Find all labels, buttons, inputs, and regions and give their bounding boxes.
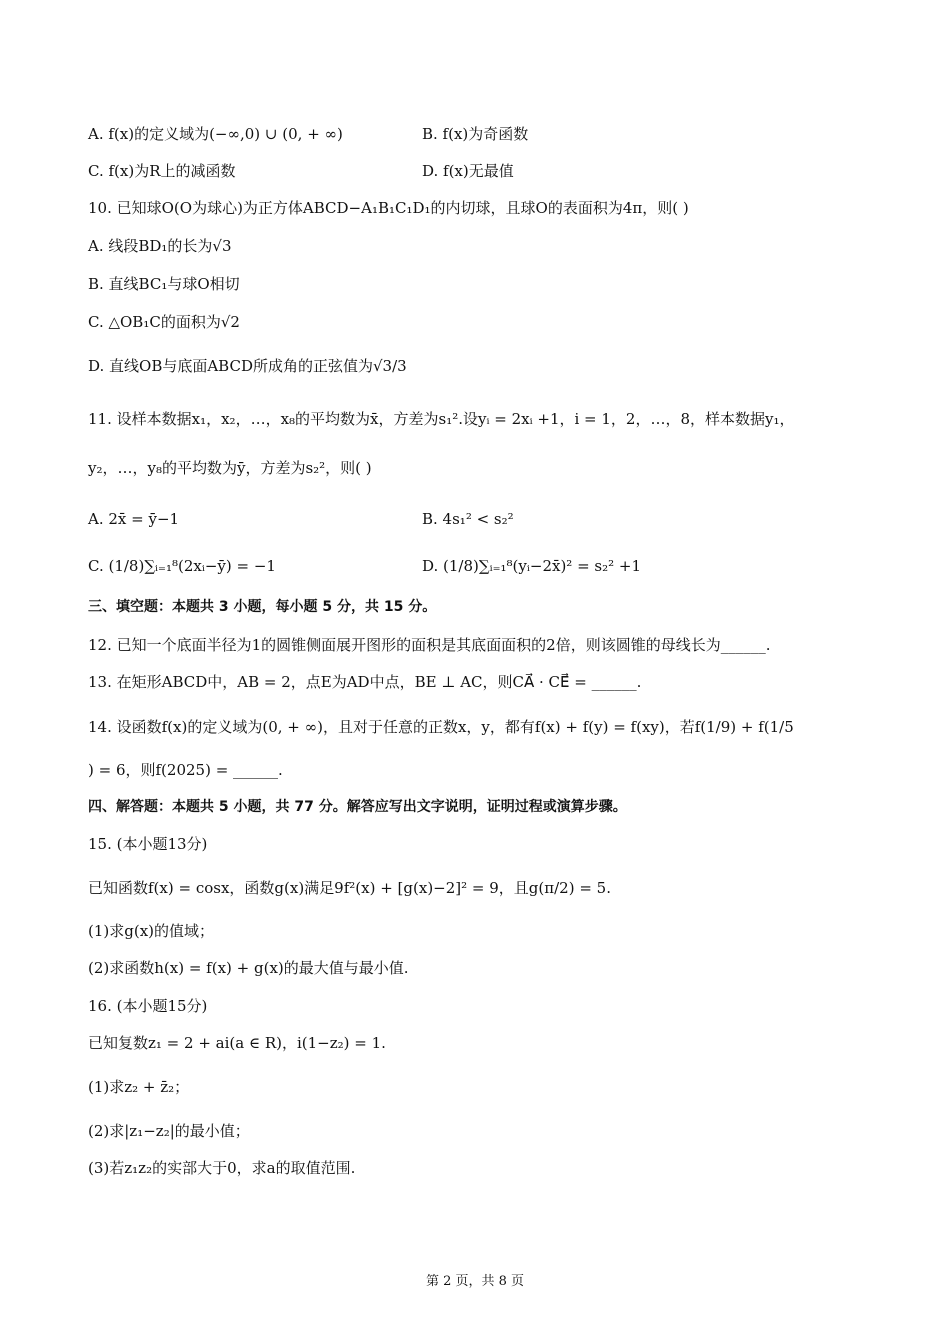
section-4-heading: 四、解答题：本题共 5 小题，共 77 分。解答应写出文字说明，证明过程或演算步骤。 <box>88 799 627 815</box>
question-15-part2: (2)求函数h(x) = f(x) + g(x)的最大值与最小值. <box>88 959 409 977</box>
option-b-q10: B. 直线BC₁与球O相切 <box>88 275 240 293</box>
option-b-q9: B. f(x)为奇函数 <box>422 125 529 143</box>
page-footer: 第 2 页，共 8 页 <box>425 1274 525 1289</box>
question-15-header: 15. (本小题13分) <box>88 835 208 853</box>
option-c-q10: C. △OB₁C的面积为√2 <box>88 313 240 331</box>
option-b-q11: B. 4s₁² < s₂² <box>422 510 514 528</box>
option-c-q11: C. (1/8)∑ᵢ₌₁⁸(2xᵢ−ȳ) = −1 <box>88 557 276 575</box>
question-12: 12. 已知一个底面半径为1的圆锥侧面展开图形的面积是其底面面积的2倍，则该圆锥的母线长为______. <box>88 636 771 654</box>
option-a-q11: A. 2x̄ = ȳ−1 <box>88 510 180 528</box>
question-14-line2: ) = 6，则f(2025) = ______. <box>88 761 283 779</box>
option-d-q11: D. (1/8)∑ᵢ₌₁⁸(yᵢ−2x̄)² = s₂² +1 <box>422 557 642 575</box>
question-15-part1: (1)求g(x)的值域； <box>88 922 215 940</box>
question-11-stem-line1: 11. 设样本数据x₁，x₂，…，x₈的平均数为x̄，方差为s₁².设yᵢ = 2xᵢ +1，i = 1，2，…，8，样本数据y₁， <box>88 410 795 428</box>
question-14-line1: 14. 设函数f(x)的定义域为(0, + ∞)，且对于任意的正数x，y，都有f(x) + f(y) = f(xy)，若f(1/9) + f(1/5 <box>88 718 794 736</box>
option-d-q9: D. f(x)无最值 <box>422 162 514 180</box>
question-16-part3: (3)若z₁z₂的实部大于0，求a的取值范围. <box>88 1159 356 1177</box>
question-11-stem-line2: y₂，…，y₈的平均数为ȳ，方差为s₂²，则( ) <box>88 459 372 477</box>
question-16-part2: (2)求|z₁−z₂|的最小值； <box>88 1122 250 1140</box>
question-16-header: 16. (本小题15分) <box>88 997 208 1015</box>
question-15-stem: 已知函数f(x) = cosx，函数g(x)满足9f²(x) + [g(x)−2]² = 9，且g(π/2) = 5. <box>88 879 611 897</box>
option-c-q9: C. f(x)为R上的减函数 <box>88 162 236 180</box>
question-10-stem: 10. 已知球O(O为球心)为正方体ABCD−A₁B₁C₁D₁的内切球，且球O的表面积为4π，则( ) <box>88 199 689 217</box>
option-a-q9: A. f(x)的定义域为(−∞,0) ∪ (0, + ∞) <box>88 125 343 143</box>
option-a-q10: A. 线段BD₁的长为√3 <box>88 237 232 255</box>
question-16-stem: 已知复数z₁ = 2 + ai(a ∈ R)，i(1−z₂) = 1. <box>88 1034 386 1052</box>
question-16-part1: (1)求z₂ + z̄₂； <box>88 1078 190 1096</box>
question-13: 13. 在矩形ABCD中，AB = 2，点E为AD中点，BE ⊥ AC，则CA⃗ · CE⃗ = ______. <box>88 673 642 691</box>
option-d-q10: D. 直线OB与底面ABCD所成角的正弦值为√3/3 <box>88 357 407 375</box>
section-3-heading: 三、填空题：本题共 3 小题，每小题 5 分，共 15 分。 <box>88 599 437 615</box>
